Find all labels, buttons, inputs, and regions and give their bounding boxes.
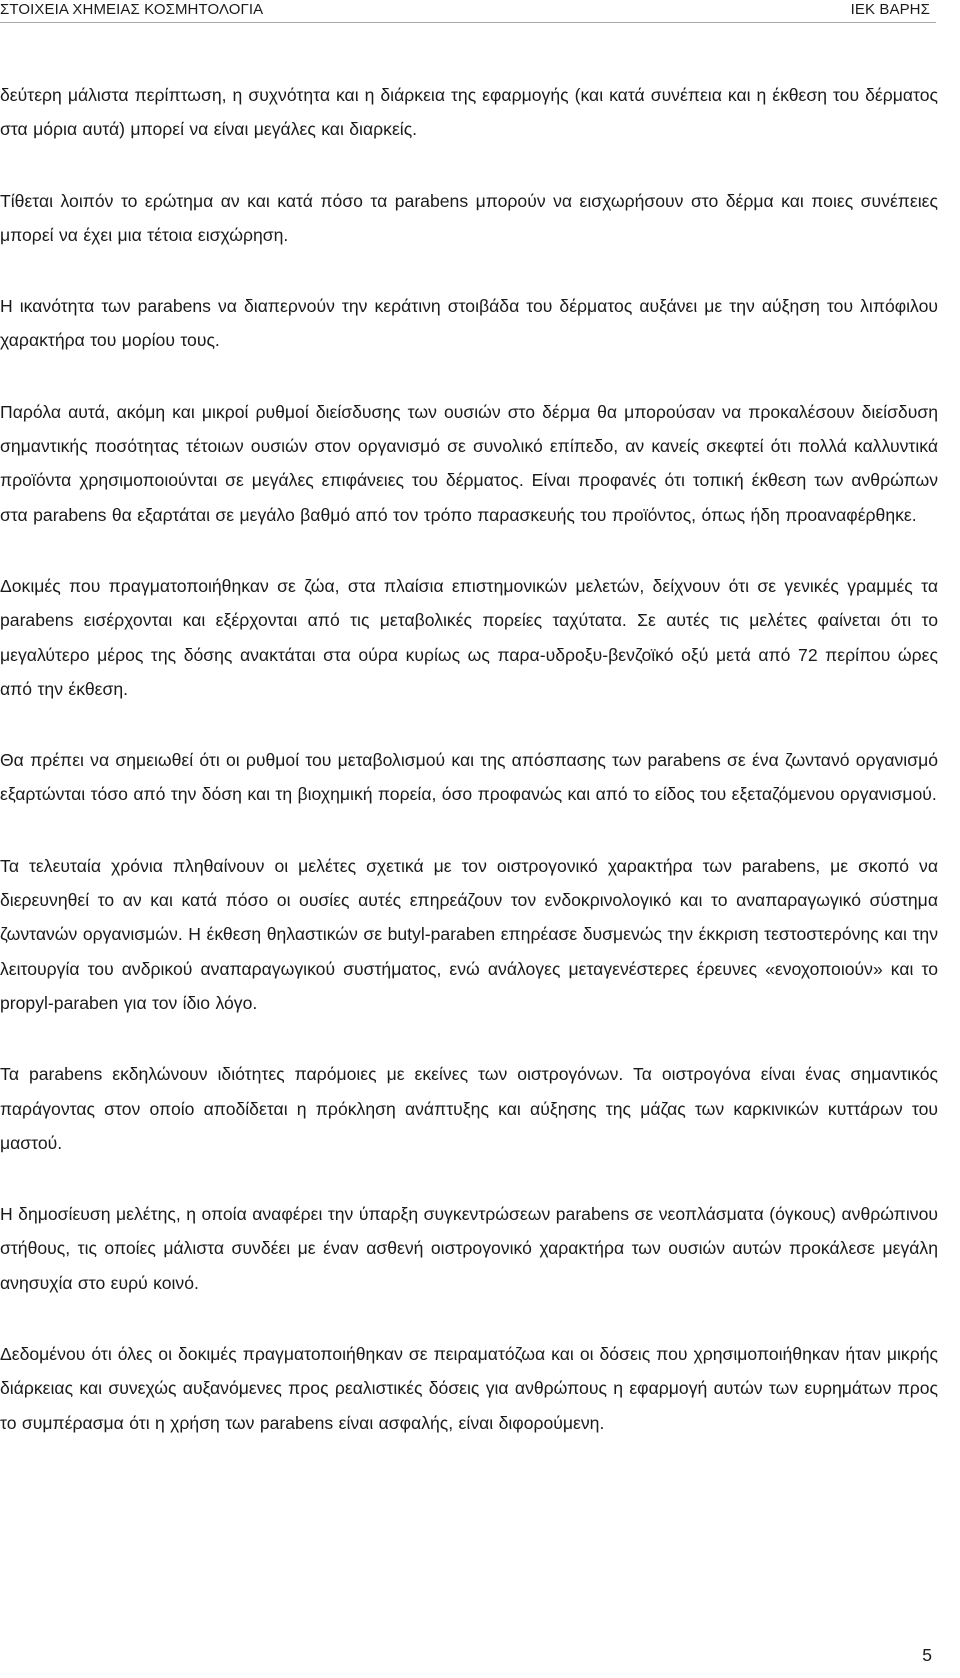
paragraph: Η ικανότητα των parabens να διαπερνούν την κεράτινη στοιβάδα του δέρματος αυξάνει με την αύξηση του λιπόφιλου χαρακτήρα του μορίου τους.	[0, 296, 938, 351]
header-institution: ΙΕΚ ΒΑΡΗΣ	[850, 1, 930, 18]
paragraph: Τίθεται λοιπόν το ερώτημα αν και κατά πόσο τα parabens μπορούν να εισχωρήσουν στο δέρμα και ποιες συνέπειες μπορεί να έχει μια τέτοια εισχώρηση.	[0, 190, 938, 245]
paragraph: Παρόλα αυτά, ακόμη και μικροί ρυθμοί διείσδυσης των ουσιών στο δέρμα θα μπορούσαν να προκαλέσουν διείσδυση σημαντικής ποσότητας τέτοιων ουσιών στον οργανισμό σε συνολικό επίπεδο, αν κανείς σκεφτεί ότι πολλά καλλυντικά προϊόντα χρησιμοποιούνται σε μεγάλες επιφάνειες του δέρματος. Είναι προφανές ότι τοπική έκθεση των ανθρώπων στα parabens θα εξαρτάται σε μεγάλο βαθμό από τον τρόπο παρασκευής του προϊόντος, όπως ήδη προαναφέρθηκε.	[0, 401, 938, 525]
document-body	[0, 78, 938, 1477]
paragraph: Η δημοσίευση μελέτης, η οποία αναφέρει την ύπαρξη συγκεντρώσεων parabens σε νεοπλάσματα (όγκους) ανθρώπινου στήθους, τις οποίες μάλιστα συνδέει με έναν ασθενή οιστρογονικό χαρακτήρα των ουσιών αυτών προκάλεσε μεγάλη ανησυχία στο ευρύ κοινό.	[0, 1204, 938, 1293]
paragraph: Δεδομένου ότι όλες οι δοκιμές πραγματοποιήθηκαν σε πειραματόζωα και οι δόσεις που χρησιμοποιήθηκαν ήταν μικρής διάρκειας και συνεχώς αυξανόμενες προς ρεαλιστικές δόσεις για ανθρώπους η εφαρμογή αυτών των ευρημάτων προς το συμπέρασμα ότι η χρήση των parabens είναι ασφαλής, είναι διφορούμενη.	[0, 1344, 938, 1433]
header-course-title: ΣΤΟΙΧΕΙΑ ΧΗΜΕΙΑΣ ΚΟΣΜΗΤΟΛΟΓΙΑ	[0, 1, 264, 18]
page-number: 5	[922, 1645, 932, 1665]
paragraph: Τα τελευταία χρόνια πληθαίνουν οι μελέτες σχετικά με τον οιστρογονικό χαρακτήρα των parabens, με σκοπό να διερευνηθεί το αν και κατά πόσο οι ουσίες αυτές επηρεάζουν τον ενδοκρινολογικό και το αναπαραγωγικό σύστημα ζωντανών οργανισμών. Η έκθεση θηλαστικών σε butyl-paraben επηρέασε δυσμενώς την έκκριση τεστοστερόνης και την λειτουργία του ανδρικού αναπαραγωγικού συστήματος, ενώ ανάλογες μεταγενέστερες έρευνες «ενοχοποιούν» και το propyl-paraben για τον ίδιο λόγο.	[0, 855, 938, 1013]
paragraph: δεύτερη μάλιστα περίπτωση, η συχνότητα και η διάρκεια της εφαρμογής (και κατά συνέπεια και η έκθεση του δέρματος στα μόρια αυτά) μπορεί να είναι μεγάλες και διαρκείς.	[0, 85, 938, 140]
page-header	[0, 0, 936, 23]
paragraph: Τα parabens εκδηλώνουν ιδιότητες παρόμοιες με εκείνες των οιστρογόνων. Τα οιστρογόνα είναι ένας σημαντικός παράγοντας στον οποίο αποδίδεται η πρόκληση ανάπτυξης και αύξησης της μάζας των καρκινικών κυττάρων του μαστού.	[0, 1064, 938, 1153]
paragraph: Θα πρέπει να σημειωθεί ότι οι ρυθμοί του μεταβολισμού και της απόσπασης των parabens σε ένα ζωντανό οργανισμό εξαρτώνται τόσο από την δόση και τη βιοχημική πορεία, όσο προφανώς και από το είδος του εξεταζόμενου οργανισμού.	[0, 750, 938, 805]
paragraph: Δοκιμές που πραγματοποιήθηκαν σε ζώα, στα πλαίσια επιστημονικών μελετών, δείχνουν ότι σε γενικές γραμμές τα parabens εισέρχονται και εξέρχονται από τις μεταβολικές πορείες ταχύτατα. Σε αυτές τις μελέτες φαίνεται ότι το μεγαλύτερο μέρος της δόσης ανακτάται στα ούρα κυρίως ως παρα-υδροξυ-βενζοϊκό οξύ μετά από 72 περίπου ώρες από την έκθεση.	[0, 575, 938, 699]
